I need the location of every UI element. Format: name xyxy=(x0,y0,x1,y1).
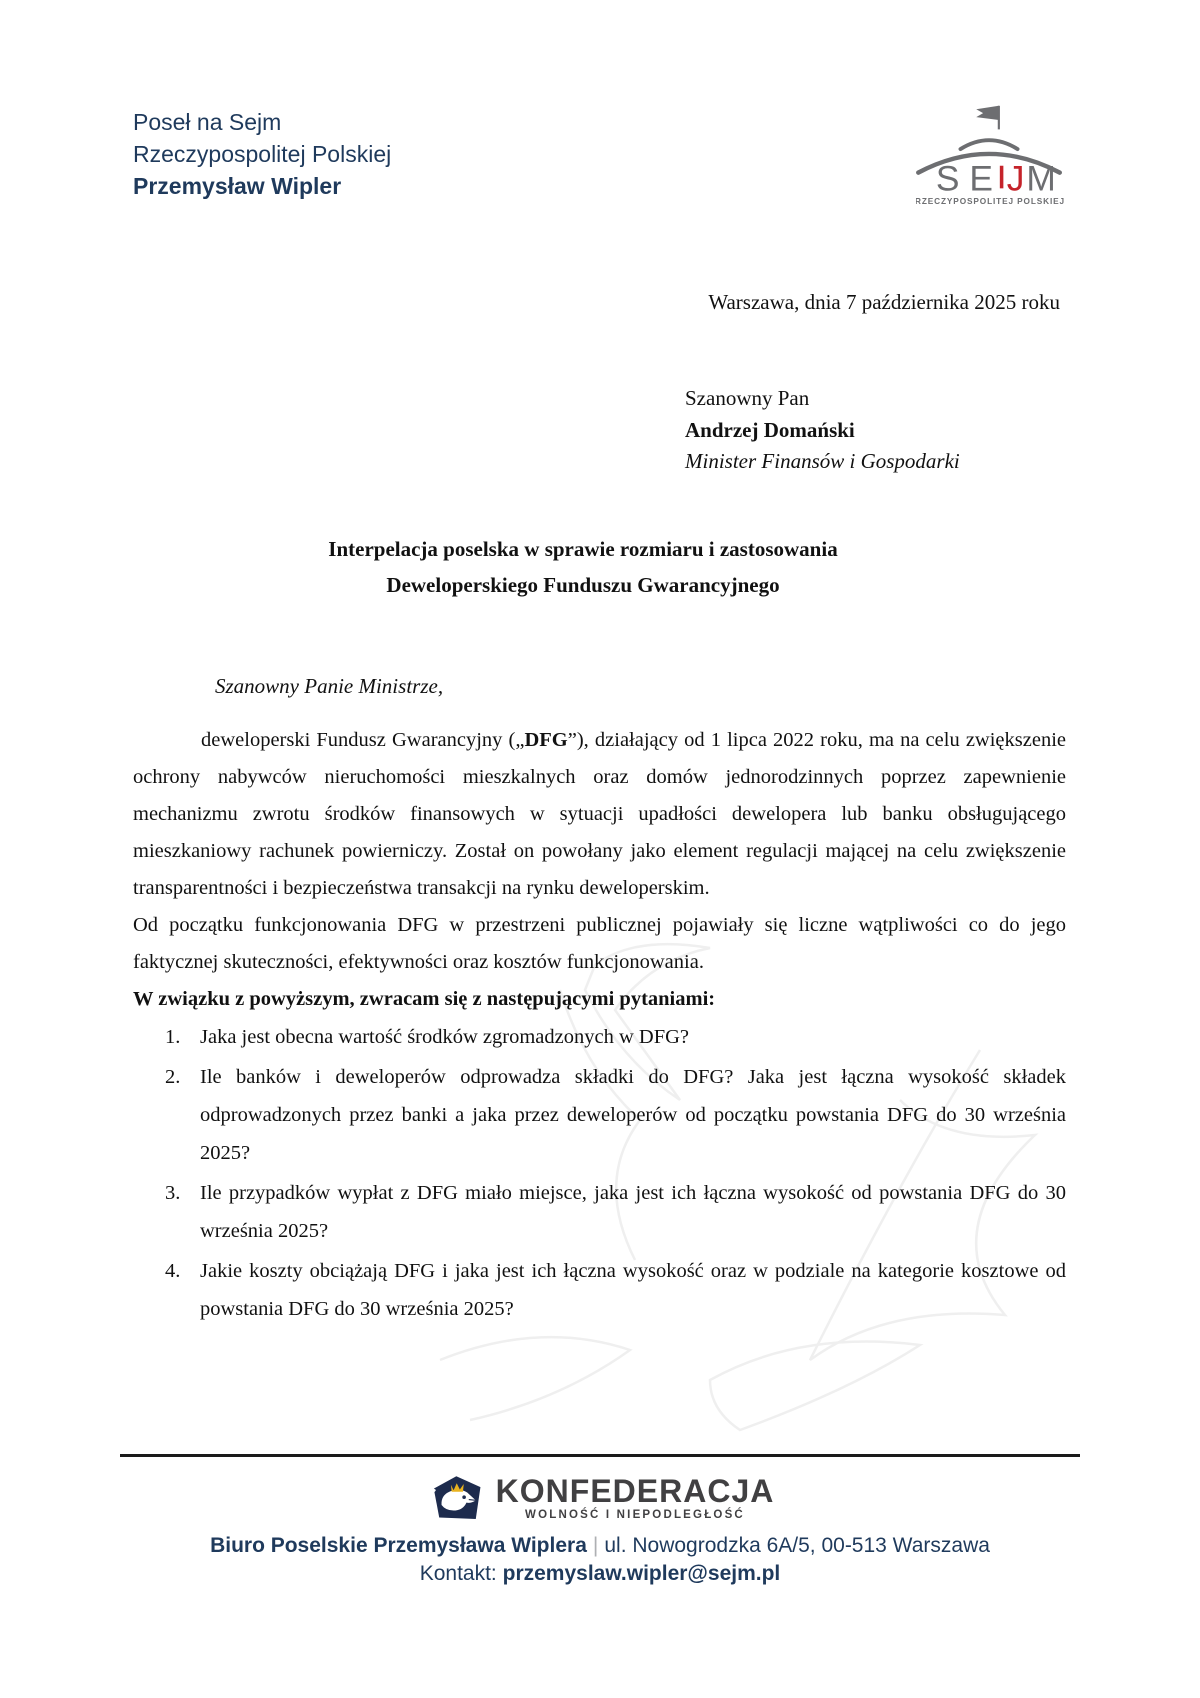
konfederacja-logo xyxy=(0,1472,1200,1524)
addressee-salutation: Szanowny Pan xyxy=(685,386,810,410)
office-name: Biuro Poselskie Przemysława Wiplera xyxy=(210,1534,587,1557)
sejm-caption: RZECZYPOSPOLITEJ POLSKIEJ xyxy=(916,197,1064,207)
sejm-letter-e: E xyxy=(969,159,993,199)
sejm-letter-m: M xyxy=(1026,159,1056,199)
watermark-stroke xyxy=(440,1337,630,1420)
question-text: Ile banków i deweloperów odprowadza składki do DFG? Jaka jest łączna wysokość składek odprowadzonych przez banki a jaka przez deweloperów od początku powstania DFG do 30 września 2025? xyxy=(200,1066,1066,1164)
question-item xyxy=(133,1174,1066,1250)
konfederacja-name: KONFEDERACJA xyxy=(495,1473,775,1509)
sender-role: Poseł na Sejm xyxy=(133,109,282,135)
sejm-red-bar xyxy=(1000,166,1004,189)
feather-stroke xyxy=(427,1503,435,1505)
question-number: 3. xyxy=(165,1182,181,1204)
questions-intro: W związku z powyższym, zwracam się z następującymi pytaniami: xyxy=(133,988,716,1010)
question-text: Jakie koszty obciążają DFG i jaka jest ich łączna wysokość oraz w podziale na kategorie kosztowe od powstania DFG do 30 września 2025? xyxy=(200,1260,1066,1320)
addressee-block xyxy=(685,383,960,478)
questions-list xyxy=(133,1018,1066,1328)
paragraph-1-text: deweloperski Fundusz Gwarancyjny („ xyxy=(201,729,525,751)
paragraph-1 xyxy=(133,722,1066,907)
title-line-2: Deweloperskiego Funduszu Gwarancyjnego xyxy=(386,573,780,597)
date-line: Warszawa, dnia 7 października 2025 roku xyxy=(708,290,1060,314)
sender-country: Rzeczypospolitej Polskiej xyxy=(133,141,392,167)
beak-line xyxy=(468,1500,475,1501)
question-number: 1. xyxy=(165,1026,181,1048)
sejm-logo-icon xyxy=(916,94,1064,208)
addressee-name: Andrzej Domański xyxy=(685,417,855,442)
question-number: 2. xyxy=(165,1066,181,1088)
sejm-letter-s: S xyxy=(935,159,960,199)
question-item xyxy=(133,1058,1066,1172)
footer-separator: | xyxy=(592,1534,599,1557)
sejm-letter-j: J xyxy=(1006,159,1025,199)
footer-contact-line xyxy=(0,1562,1200,1586)
konfederacja-subtitle: WOLNOŚĆ I NIEPODLEGŁOŚĆ xyxy=(525,1509,745,1521)
footer-office-line xyxy=(0,1534,1200,1558)
watermark-stroke xyxy=(710,1342,920,1430)
upper-dome-arc-icon xyxy=(961,140,1018,149)
question-item xyxy=(133,1252,1066,1328)
question-text: Jaka jest obecna wartość środków zgromadzonych w DFG? xyxy=(200,1026,690,1048)
sender-block xyxy=(133,106,391,202)
flag-icon xyxy=(976,106,999,120)
paragraph-1-text-cont: ”), działający od 1 lipca 2022 roku, ma na celu zwiększenie ochrony nabywców nieruchomości mieszkalnych oraz domów jednorodzinnych poprzez zapewnienie mechanizmu zwrotu środków finansowych w sytuacji upadłości dewelopera lub banku obsługującego mieszkaniowy rachunek powierniczy. Został on powołany jako element regulacji mającej na celu zwiększenie transparentności i bezpieczeństwa transakcji na rynku deweloperskim. xyxy=(133,729,1066,899)
office-address: ul. Nowogrodzka 6A/5, 00-513 Warszawa xyxy=(604,1534,990,1557)
question-number: 4. xyxy=(165,1260,181,1282)
konfederacja-shield-icon xyxy=(426,1472,482,1524)
feather-stroke xyxy=(426,1495,434,1497)
question-text: Ile przypadków wypłat z DFG miało miejsce, jaka jest ich łączna wysokość od powstania DFG do 30 września 2025? xyxy=(200,1182,1066,1242)
document-title xyxy=(133,531,1033,603)
title-line-1: Interpelacja poselska w sprawie rozmiaru i zastosowania xyxy=(328,537,838,561)
question-item xyxy=(133,1018,1066,1056)
salutation: Szanowny Panie Ministrze, xyxy=(215,674,444,698)
footer-divider xyxy=(120,1454,1080,1457)
dfg-bold: DFG xyxy=(524,729,568,751)
body-text xyxy=(133,722,1066,1330)
konfederacja-wordmark xyxy=(496,1474,775,1522)
contact-label: Kontakt: xyxy=(419,1562,497,1585)
sejm-logo xyxy=(916,94,1064,208)
addressee-title: Minister Finansów i Gospodarki xyxy=(685,449,960,473)
eagle-eye xyxy=(462,1495,466,1499)
contact-email: przemyslaw.wipler@sejm.pl xyxy=(502,1562,781,1585)
sender-name: Przemysław Wipler xyxy=(133,173,342,199)
paragraph-2: Od początku funkcjonowania DFG w przestrzeni publicznej pojawiały się liczne wątpliwości co do jego faktycznej skuteczności, efektywności oraz kosztów funkcjonowania. xyxy=(133,914,1066,973)
feather-stroke xyxy=(427,1486,435,1491)
